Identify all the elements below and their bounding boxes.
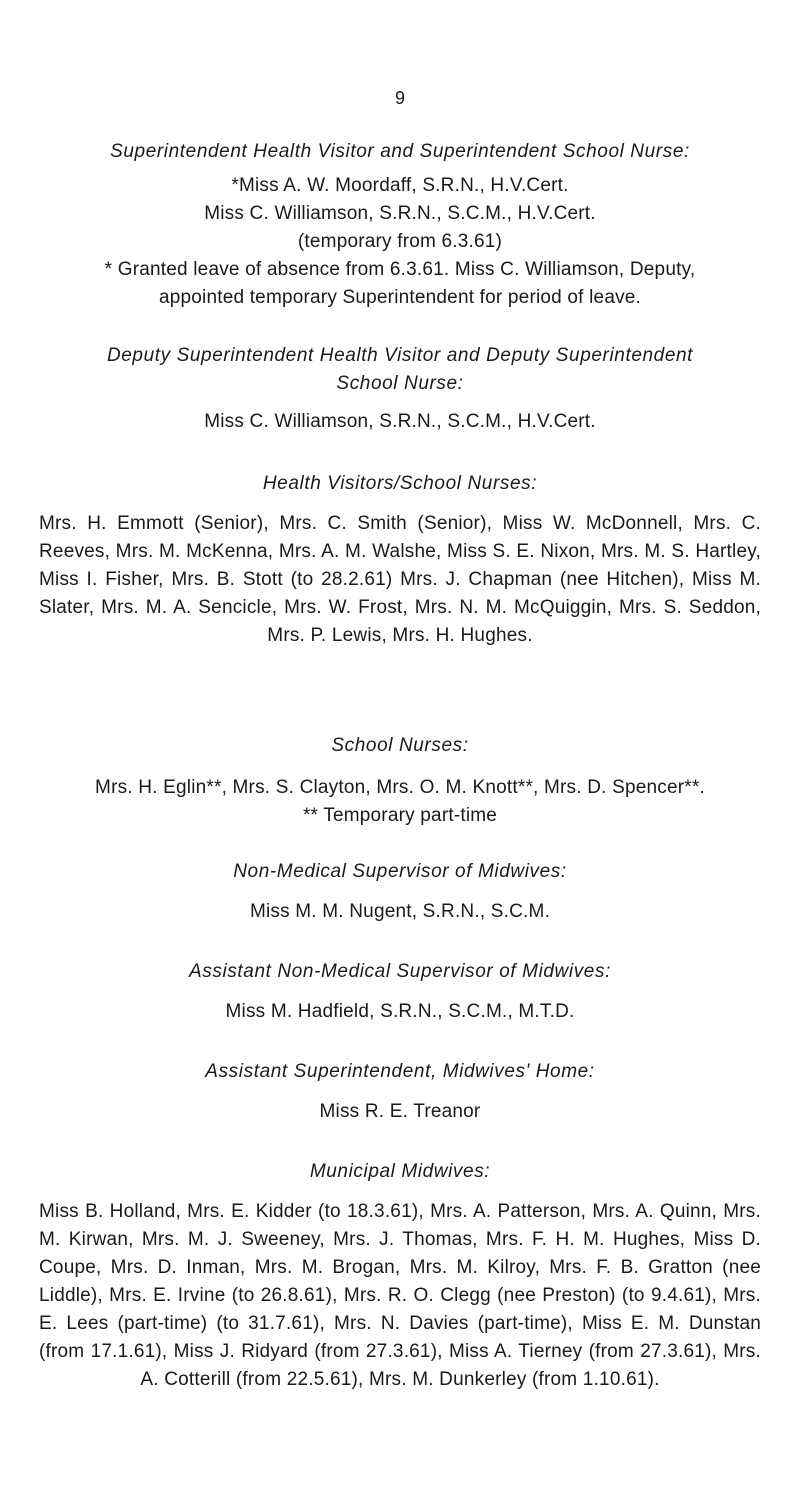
section-heading: Municipal Midwives: xyxy=(309,1161,491,1182)
section-assistant-superintendent xyxy=(0,1058,800,1126)
page-number: 9 xyxy=(394,88,405,108)
footnote-line: * Granted leave of absence from 6.3.61. Miss C. Williamson, Deputy, xyxy=(104,259,696,280)
staff-line: (temporary from 6.3.61) xyxy=(297,231,503,252)
section-heading: Superintendent Health Visitor and Superintendent School Nurse: xyxy=(110,141,690,162)
staff-line: Miss R. E. Treanor xyxy=(319,1101,481,1122)
section-heading: School Nurses: xyxy=(331,735,469,756)
section-heading: School Nurse: xyxy=(336,373,464,394)
section-superintendent xyxy=(0,138,800,312)
staff-line: Miss M. M. Nugent, S.R.N., S.C.M. xyxy=(249,901,551,922)
staff-paragraph: Miss B. Holland, Mrs. E. Kidder (to 18.3.61), Mrs. A. Patterson, Mrs. A. Quinn, Mrs. M. Kirwan, Mrs. M. J. Sweeney, Mrs. J. Thomas, Mrs. F. H. M. Hughes, Miss D. Coupe, Mrs. D. Inman, Mrs. M. Brogan, Mrs. M. Kilroy, Mrs. F. B. Gratton (nee Liddle), Mrs. E. Irvine (to 26.8.61), Mrs. R. O. Clegg (nee Preston) (to 9.4.61), Mrs. E. Lees (part-time) (to 31.7.61), Mrs. N. Davies (part-time), Miss E. M. Dunstan (from 17.1.61), Miss J. Ridyard (from 27.3.61), Miss A. Tierney (from 27.3.61), Mrs. A. Cotterill (from 22.5.61), Mrs. M. Dunkerley (from 1.10.61). xyxy=(39,1201,761,1390)
section-heading: Health Visitors/School Nurses: xyxy=(262,473,538,494)
staff-line: Miss M. Hadfield, S.R.N., S.C.M., M.T.D. xyxy=(225,1001,575,1022)
section-assistant-supervisor xyxy=(0,958,800,1026)
staff-line: Mrs. H. Eglin**, Mrs. S. Clayton, Mrs. O. M. Knott**, Mrs. D. Spencer**. xyxy=(95,777,705,798)
section-health-visitors xyxy=(0,470,800,650)
staff-line: Miss C. Williamson, S.R.N., S.C.M., H.V.Cert. xyxy=(204,411,596,432)
section-municipal-midwives xyxy=(0,1158,800,1394)
section-heading: Deputy Superintendent Health Visitor and Deputy Superintendent xyxy=(106,345,694,366)
section-heading: Assistant Non-Medical Supervisor of Midwives: xyxy=(189,961,611,982)
section-deputy xyxy=(0,342,800,436)
footnote-line: ** Temporary part-time xyxy=(302,805,498,826)
staff-line: *Miss A. W. Moordaff, S.R.N., H.V.Cert. xyxy=(231,175,569,196)
section-school-nurses xyxy=(0,732,800,830)
footnote-line: appointed temporary Superintendent for period of leave. xyxy=(158,287,642,308)
staff-paragraph: Mrs. H. Emmott (Senior), Mrs. C. Smith (Senior), Miss W. McDonnell, Mrs. C. Reeves, Mrs. M. McKenna, Mrs. A. M. Walshe, Miss S. E. Nixon, Mrs. M. S. Hartley, Miss I. Fisher, Mrs. B. Stott (to 28.2.61) Mrs. J. Chapman (nee Hitchen), Miss M. Slater, Mrs. M. A. Sencicle, Mrs. W. Frost, Mrs. N. M. McQuiggin, Mrs. S. Seddon, Mrs. P. Lewis, Mrs. H. Hughes. xyxy=(39,513,761,646)
section-heading: Non-Medical Supervisor of Midwives: xyxy=(233,861,567,882)
staff-line: Miss C. Williamson, S.R.N., S.C.M., H.V.Cert. xyxy=(204,203,596,224)
section-heading: Assistant Superintendent, Midwives' Home: xyxy=(205,1061,595,1082)
section-supervisor xyxy=(0,858,800,926)
